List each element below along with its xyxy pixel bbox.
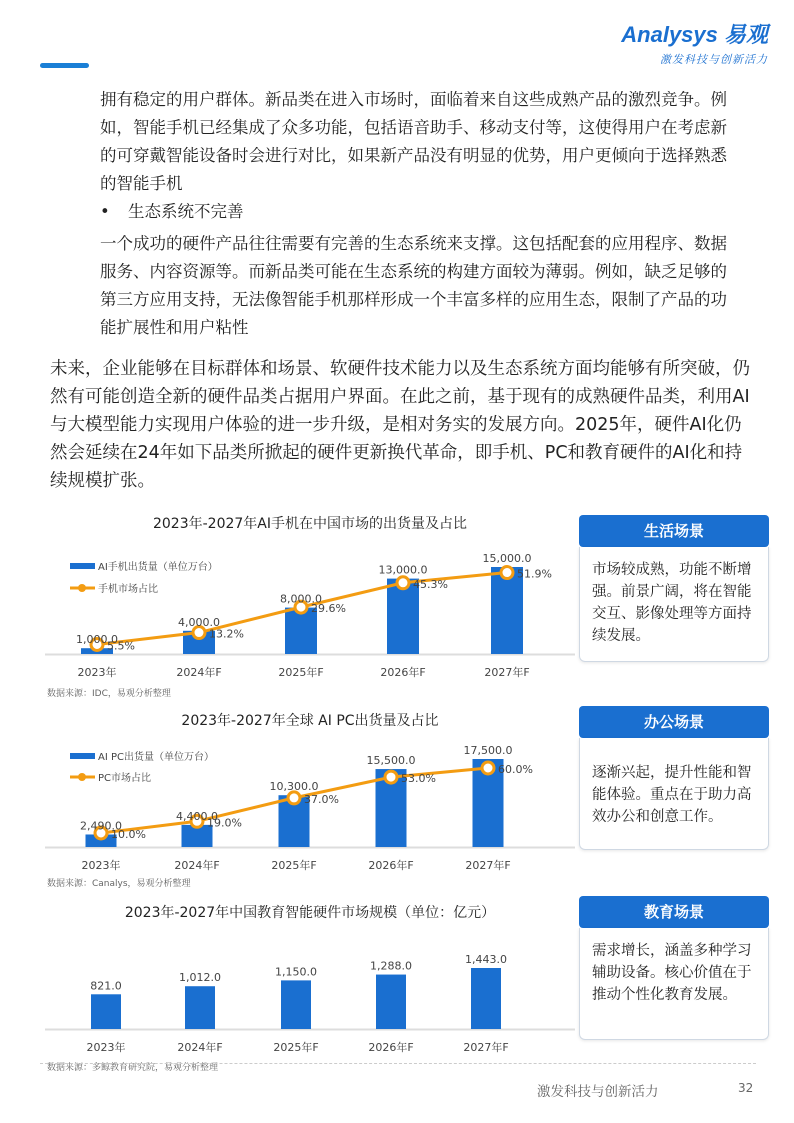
x-tick-label: 2026年F: [368, 1041, 414, 1054]
bar-value-label: 1,150.0: [275, 965, 317, 979]
page-number: 32: [738, 1081, 754, 1095]
bar: [185, 986, 215, 1029]
x-tick-label: 2024年F: [176, 666, 222, 679]
accent-bar: [40, 63, 89, 68]
line-value-label: 37.0%: [304, 792, 339, 806]
x-tick-label: 2025年F: [273, 1041, 319, 1054]
tagline: 激发科技与创新活力: [660, 53, 768, 66]
x-tick-label: 2026年F: [368, 859, 414, 872]
chart-edu-hardware: [40, 895, 580, 1060]
card-text-education: 需求增长，涵盖多种学习辅助设备。核心价值在于推动个性化教育发展。: [579, 928, 769, 1040]
line-point: [385, 771, 397, 783]
bar-value-label: 821.0: [90, 979, 122, 993]
chart-title: 2023年-2027年中国教育智能硬件市场规模（单位：亿元）: [124, 905, 496, 921]
footer-divider: [40, 1063, 756, 1064]
logo: [621, 18, 768, 67]
x-tick-label: 2026年F: [380, 666, 426, 679]
paragraph-ecosystem: 一个成功的硬件产品往往需要有完善的生态系统来支撑。这包括配套的应用程序、数据服务、内容资源等。而新品类可能在生态系统的构建方面较为薄弱。例如，缺乏足够的第三方应用支持，无法像智能手机那样形成一个丰富多样的应用生态，限制了产品的功能扩展性和用户粘性: [100, 234, 727, 337]
legend-bar-swatch: [70, 563, 95, 569]
chart-source: 数据来源：多鲸教育研究院，易观分析整理: [47, 1063, 219, 1073]
line-value-label: 13.2%: [209, 627, 244, 641]
brand-name: Analysys 易观: [621, 22, 768, 47]
line-value-label: 29.6%: [311, 602, 346, 616]
x-tick-label: 2027年F: [463, 1041, 509, 1054]
bar-value-label: 2,490.0: [80, 819, 122, 833]
legend-bar-swatch: [70, 753, 95, 759]
bar-value-label: 1,443.0: [465, 953, 507, 966]
bar-value-label: 4,400.0: [176, 809, 218, 823]
line-value-label: 51.9%: [517, 567, 552, 581]
bar-value-label: 10,300.0: [269, 780, 319, 794]
line-point: [501, 567, 513, 579]
bullet-text: 生态系统不完善: [128, 202, 244, 221]
bar: [376, 975, 406, 1029]
x-tick-label: 2024年F: [177, 1041, 223, 1054]
x-tick-label: 2024年F: [174, 859, 220, 872]
line-point: [482, 762, 494, 774]
x-tick-label: 2025年F: [271, 859, 317, 872]
line-point: [288, 792, 300, 804]
x-tick-label: 2027年F: [484, 666, 530, 679]
line-value-label: 5.5%: [107, 639, 135, 653]
legend-line-label: PC市场占比: [98, 773, 152, 784]
bar-value-label: 15,000.0: [482, 552, 532, 565]
bar: [91, 994, 121, 1029]
line-value-label: 19.0%: [207, 816, 242, 830]
x-tick-label: 2023年: [86, 1041, 126, 1054]
footer-slogan: 激发科技与创新活力: [537, 1084, 659, 1100]
card-title-office: 办公场景: [579, 706, 769, 738]
card-title-life: 生活场景: [579, 515, 769, 547]
chart-title: 2023年-2027年全球 AI PC出货量及占比: [181, 713, 439, 729]
chart-source: 数据来源：Canalys，易观分析整理: [47, 879, 191, 889]
chart-ai-pc: [40, 700, 580, 875]
bar-value-label: 15,500.0: [366, 754, 416, 768]
bar-value-label: 1,000.0: [76, 633, 118, 647]
line-point: [397, 577, 409, 589]
chart-title: 2023年-2027年AI手机在中国市场的出货量及占比: [152, 516, 467, 532]
card-text-office: 逐渐兴起，提升性能和智能体验。重点在于助力高效办公和创意工作。: [579, 738, 769, 850]
chart-source: 数据来源：IDC，易观分析整理: [47, 689, 171, 699]
x-tick-label: 2027年F: [465, 859, 511, 872]
bar-value-label: 1,288.0: [370, 959, 412, 973]
legend-line-marker: [78, 773, 86, 781]
chart-ai-phone: [40, 510, 580, 690]
x-tick-label: 2025年F: [278, 666, 324, 679]
bar-value-label: 8,000.0: [280, 592, 322, 606]
bar: [281, 980, 311, 1029]
bullet-heading: [100, 198, 740, 226]
line-value-label: 45.3%: [413, 577, 448, 591]
bar-value-label: 4,000.0: [178, 615, 220, 629]
legend-bar-label: AI PC出货量（单位万台）: [98, 752, 214, 763]
legend-line-marker: [78, 584, 86, 592]
line-value-label: 53.0%: [401, 772, 436, 786]
card-title-education: 教育场景: [579, 896, 769, 928]
x-tick-label: 2023年: [77, 666, 117, 679]
paragraph-future: 未来，企业能够在目标群体和场景、软硬件技术能力以及生态系统方面均能够有所突破，仍然有可能创造全新的硬件品类占据用户界面。在此之前，基于现有的成熟硬件品类，利用AI与大模型能力实现用户体验的进一步升级，是相对务实的发展方向。2025年，硬件AI化仍然会延续在24年如下品类所掀起的硬件更新换代革命，即手机、PC和教育硬件的AI化和持续规模扩张。: [50, 359, 750, 491]
bar-value-label: 17,500.0: [463, 744, 513, 757]
bar-value-label: 13,000.0: [378, 563, 428, 577]
bar-value-label: 1,012.0: [179, 971, 221, 985]
bullet-icon: •: [100, 202, 110, 221]
paragraph-competition: 拥有稳定的用户群体。新品类在进入市场时，面临着来自这些成熟产品的激烈竞争。例如，智能手机已经集成了众多功能，包括语音助手、移动支付等，这使得用户在考虑新的可穿戴智能设备时会进行对比，如果新产品没有明显的优势，用户更倾向于选择熟悉的智能手机: [100, 90, 727, 193]
x-tick-label: 2023年: [81, 859, 121, 872]
legend-bar-label: AI手机出货量（单位万台）: [98, 562, 218, 573]
line-value-label: 10.0%: [111, 828, 146, 841]
bar: [471, 968, 501, 1029]
line-value-label: 60.0%: [498, 763, 533, 776]
legend-line-label: 手机市场占比: [98, 584, 158, 595]
card-text-life: 市场较成熟，功能不断增强。前景广阔，将在智能交互、影像处理等方面持续发展。: [579, 547, 769, 662]
